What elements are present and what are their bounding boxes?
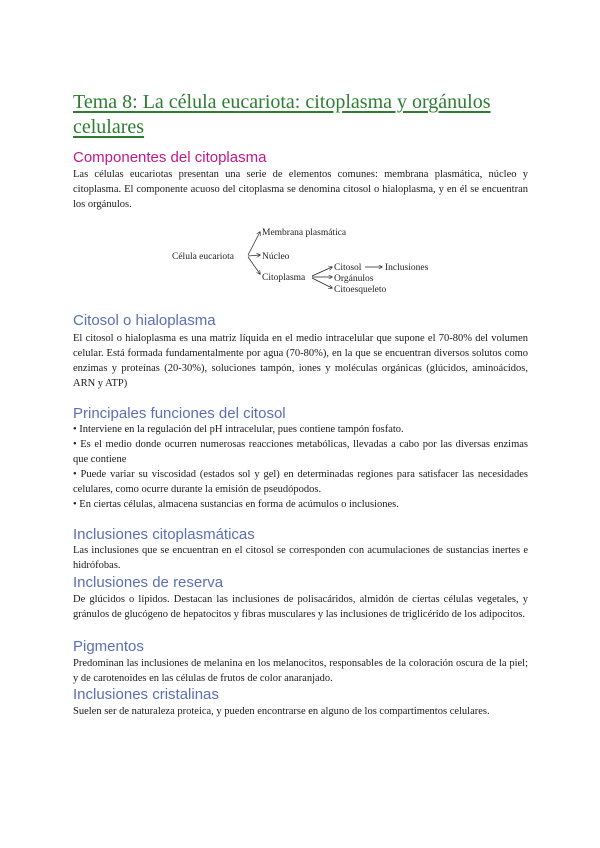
crystal-heading: Inclusiones cristalinas: [73, 686, 219, 703]
functions-heading: Principales funciones del citosol: [73, 405, 286, 422]
citosol-heading: Citosol o hialoplasma: [73, 312, 216, 329]
reserve-heading: Inclusiones de reserva: [73, 574, 224, 591]
diagram-label-citoesqueleto: Citoesqueleto: [334, 285, 387, 295]
list-item: • Puede variar su viscosidad (estados sol y gel) en determinadas regiones para satisfacer las necesidades celulares, como ocurre durante la emisión de pseudópodos.: [73, 469, 528, 495]
diagram-arrow-nucleus: [248, 255, 260, 256]
crystal-paragraph: Suelen ser de naturaleza proteica, y pueden encontrarse en alguno de los compartimentos celulares.: [73, 706, 490, 717]
pigments-heading: Pigmentos: [73, 638, 144, 655]
list-item: • Es el medio donde ocurren numerosas reacciones metabólicas, llevadas a cabo por las diversas enzimas que contiene: [73, 439, 528, 465]
diagram-arrow-citoesqueleto: [312, 278, 332, 288]
citosol-paragraph: El citosol o hialoplasma es una matriz líquida en el medio intracelular que supone el 70-80% del volumen celular. Está formada fundamentalmente por agua (70-80%), en la que se encuentran diversos solutos como enzimas y proteínas (20-30%), soluciones tampón, iones y moléculas orgánicas (glúcidos, aminoácidos, ARN y ATP): [73, 333, 528, 389]
components-heading: Componentes del citoplasma: [73, 149, 267, 166]
list-item: • En ciertas células, almacena sustancias en forma de acúmulos o inclusiones.: [73, 499, 399, 510]
list-item: • Interviene en la regulación del pH intracelular, pues contiene tampón fosfato.: [73, 424, 404, 435]
inclusions-heading: Inclusiones citoplasmáticas: [73, 526, 255, 543]
components-paragraph: Las células eucariotas presentan una serie de elementos comunes: membrana plasmática, núcleo y citoplasma. El componente acuoso del citoplasma se denomina citosol o hialoplasma, y en él se encuentran los orgánulos.: [73, 169, 528, 210]
functions-list: [73, 422, 528, 512]
reserve-paragraph: De glúcidos o lípidos. Destacan las inclusiones de polisacáridos, almidón de ciertas células vegetales, y gránulos de glucógeno de hepatocitos y fibras musculares y las inclusiones de triglicérido de los adipocitos.: [73, 594, 528, 620]
diagram-label-citosol: Citosol: [334, 263, 362, 273]
diagram-label-cytoplasm: Citoplasma: [262, 273, 306, 283]
cell-structure-diagram: [160, 222, 460, 296]
pigments-paragraph: Predominan las inclusiones de melanina en los melanocitos, responsables de la coloración oscura de la piel; y de carotenoides en las células de frutos de color anaranjado.: [73, 658, 528, 684]
inclusions-paragraph: Las inclusiones que se encuentran en el citosol se corresponden con acumulaciones de sustancias inertes e hidrófobas.: [73, 545, 528, 571]
diagram-arrow-citosol: [312, 267, 332, 276]
page-title: Tema 8: La célula eucariota: citoplasma y orgánulos celulares: [73, 91, 491, 138]
diagram-label-organulos: Orgánulos: [334, 274, 374, 284]
diagram-label-nucleus: Núcleo: [262, 252, 290, 262]
diagram-label-inclusiones: Inclusiones: [385, 263, 429, 273]
diagram-arrow-membrane: [248, 232, 260, 255]
diagram-arrow-cytoplasm: [248, 257, 260, 274]
diagram-label-membrane: Membrana plasmática: [262, 228, 347, 238]
diagram-root-label: Célula eucariota: [172, 252, 234, 262]
